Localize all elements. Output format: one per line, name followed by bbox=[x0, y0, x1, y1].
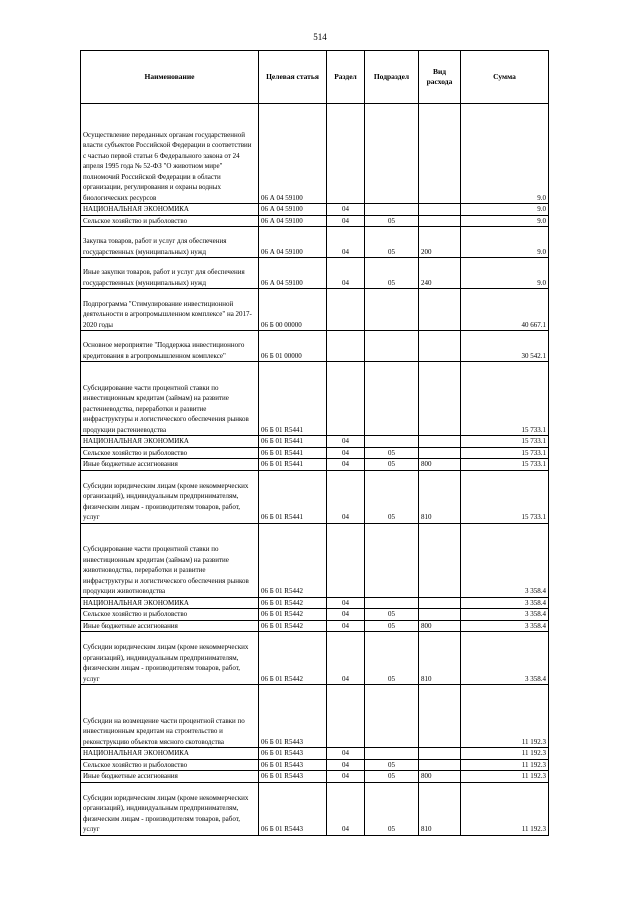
row-section bbox=[327, 104, 365, 204]
row-target-code: 06 А 04 59100 bbox=[259, 204, 327, 216]
table-row bbox=[81, 759, 549, 771]
row-subsection: 05 bbox=[365, 227, 419, 258]
row-target-code: 06 Б 01 R5442 bbox=[259, 523, 327, 597]
row-expense-type bbox=[419, 748, 461, 760]
row-amount: 15 733.1 bbox=[461, 447, 549, 459]
row-target-code: 06 Б 01 R5442 bbox=[259, 597, 327, 609]
row-target-code: 06 Б 01 00000 bbox=[259, 331, 327, 362]
row-expense-type bbox=[419, 289, 461, 331]
row-section bbox=[327, 331, 365, 362]
row-target-code: 06 Б 01 R5442 bbox=[259, 609, 327, 621]
table-row bbox=[81, 459, 549, 471]
table-row bbox=[81, 523, 549, 597]
row-amount: 3 358.4 bbox=[461, 523, 549, 597]
header-section: Раздел bbox=[327, 51, 365, 104]
row-target-code: 06 Б 01 R5443 bbox=[259, 782, 327, 835]
row-subsection: 05 bbox=[365, 215, 419, 227]
row-section: 04 bbox=[327, 470, 365, 523]
row-section: 04 bbox=[327, 771, 365, 783]
row-target-code: 06 А 04 59100 bbox=[259, 258, 327, 289]
row-section: 04 bbox=[327, 436, 365, 448]
row-expense-type bbox=[419, 331, 461, 362]
table-row bbox=[81, 782, 549, 835]
row-target-code: 06 Б 01 R5441 bbox=[259, 459, 327, 471]
row-expense-type: 240 bbox=[419, 258, 461, 289]
row-amount: 9.0 bbox=[461, 258, 549, 289]
row-section: 04 bbox=[327, 609, 365, 621]
row-subsection bbox=[365, 685, 419, 748]
row-target-code: 06 А 04 59100 bbox=[259, 227, 327, 258]
table-row bbox=[81, 447, 549, 459]
row-target-code: 06 А 04 59100 bbox=[259, 104, 327, 204]
row-subsection: 05 bbox=[365, 447, 419, 459]
row-name: Сельское хозяйство и рыболовство bbox=[81, 215, 259, 227]
table-row bbox=[81, 470, 549, 523]
row-amount: 15 733.1 bbox=[461, 362, 549, 436]
row-section: 04 bbox=[327, 204, 365, 216]
row-name: НАЦИОНАЛЬНАЯ ЭКОНОМИКА bbox=[81, 748, 259, 760]
budget-table bbox=[80, 50, 549, 836]
row-target-code: 06 Б 01 R5441 bbox=[259, 470, 327, 523]
row-subsection bbox=[365, 436, 419, 448]
row-expense-type bbox=[419, 447, 461, 459]
row-subsection: 05 bbox=[365, 632, 419, 685]
table-header-row bbox=[81, 51, 549, 104]
row-target-code: 06 Б 01 R5443 bbox=[259, 771, 327, 783]
table-row bbox=[81, 748, 549, 760]
table-row bbox=[81, 632, 549, 685]
row-name: НАЦИОНАЛЬНАЯ ЭКОНОМИКА bbox=[81, 597, 259, 609]
row-target-code: 06 Б 01 R5441 bbox=[259, 362, 327, 436]
row-subsection bbox=[365, 748, 419, 760]
row-expense-type: 200 bbox=[419, 227, 461, 258]
row-name: НАЦИОНАЛЬНАЯ ЭКОНОМИКА bbox=[81, 204, 259, 216]
row-expense-type bbox=[419, 362, 461, 436]
row-name: Сельское хозяйство и рыболовство bbox=[81, 447, 259, 459]
row-expense-type bbox=[419, 436, 461, 448]
row-expense-type bbox=[419, 104, 461, 204]
row-expense-type: 810 bbox=[419, 632, 461, 685]
row-expense-type: 800 bbox=[419, 771, 461, 783]
row-subsection: 05 bbox=[365, 759, 419, 771]
row-section: 04 bbox=[327, 227, 365, 258]
table-row bbox=[81, 609, 549, 621]
table-row bbox=[81, 620, 549, 632]
row-section: 04 bbox=[327, 597, 365, 609]
row-target-code: 06 Б 01 R5442 bbox=[259, 620, 327, 632]
row-target-code: 06 Б 00 00000 bbox=[259, 289, 327, 331]
row-subsection bbox=[365, 289, 419, 331]
row-section: 04 bbox=[327, 447, 365, 459]
row-subsection: 05 bbox=[365, 620, 419, 632]
table-row bbox=[81, 215, 549, 227]
table-row bbox=[81, 204, 549, 216]
row-expense-type bbox=[419, 759, 461, 771]
table-row bbox=[81, 258, 549, 289]
row-section bbox=[327, 289, 365, 331]
row-expense-type: 810 bbox=[419, 782, 461, 835]
row-subsection bbox=[365, 523, 419, 597]
row-target-code: 06 Б 01 R5441 bbox=[259, 447, 327, 459]
row-amount: 11 192.3 bbox=[461, 782, 549, 835]
row-amount: 9.0 bbox=[461, 104, 549, 204]
table-row bbox=[81, 104, 549, 204]
row-amount: 3 358.4 bbox=[461, 597, 549, 609]
row-section bbox=[327, 362, 365, 436]
row-name: Осуществление переданных органам государственной власти субъектов Российской Федерации в соответствии с частью первой статьи 6 Федерального закона от 24 апреля 1995 года № 52-ФЗ "О животном мире" полномочий Российской Федерации в области организации, регулирования и охраны водных биологических ресурсов bbox=[81, 104, 259, 204]
row-subsection: 05 bbox=[365, 459, 419, 471]
row-target-code: 06 Б 01 R5443 bbox=[259, 685, 327, 748]
header-target: Целевая статья bbox=[259, 51, 327, 104]
header-expense-type: Вид расхода bbox=[419, 51, 461, 104]
row-expense-type: 800 bbox=[419, 459, 461, 471]
row-subsection bbox=[365, 362, 419, 436]
header-amount: Сумма bbox=[461, 51, 549, 104]
row-section: 04 bbox=[327, 459, 365, 471]
table-row bbox=[81, 597, 549, 609]
row-subsection: 05 bbox=[365, 470, 419, 523]
row-amount: 40 667.1 bbox=[461, 289, 549, 331]
row-name: Иные бюджетные ассигнования bbox=[81, 771, 259, 783]
row-expense-type bbox=[419, 215, 461, 227]
row-amount: 9.0 bbox=[461, 204, 549, 216]
row-name: Субсидии юридическим лицам (кроме некоммерческих организаций), индивидуальным предпринимателям, физическим лицам - производителям товаров, работ, услуг bbox=[81, 782, 259, 835]
row-name: Иные закупки товаров, работ и услуг для обеспечения государственных (муниципальных) нужд bbox=[81, 258, 259, 289]
row-amount: 30 542.1 bbox=[461, 331, 549, 362]
row-name: Сельское хозяйство и рыболовство bbox=[81, 759, 259, 771]
table-row bbox=[81, 771, 549, 783]
row-subsection: 05 bbox=[365, 609, 419, 621]
row-subsection: 05 bbox=[365, 258, 419, 289]
row-amount: 11 192.3 bbox=[461, 759, 549, 771]
row-name: Подпрограмма "Стимулирование инвестиционной деятельности в агропромышленном комплексе" на 2017-2020 годы bbox=[81, 289, 259, 331]
row-expense-type bbox=[419, 685, 461, 748]
row-section bbox=[327, 523, 365, 597]
row-name: Закупка товаров, работ и услуг для обеспечения государственных (муниципальных) нужд bbox=[81, 227, 259, 258]
row-section: 04 bbox=[327, 632, 365, 685]
row-subsection bbox=[365, 104, 419, 204]
table-row bbox=[81, 227, 549, 258]
row-amount: 3 358.4 bbox=[461, 609, 549, 621]
row-expense-type bbox=[419, 204, 461, 216]
row-amount: 9.0 bbox=[461, 215, 549, 227]
row-expense-type: 810 bbox=[419, 470, 461, 523]
row-target-code: 06 Б 01 R5442 bbox=[259, 632, 327, 685]
row-subsection: 05 bbox=[365, 771, 419, 783]
row-subsection: 05 bbox=[365, 782, 419, 835]
page-number: 514 bbox=[313, 32, 327, 42]
table-row bbox=[81, 436, 549, 448]
row-name: Субсидии на возмещение части процентной ставки по инвестиционным кредитам на строительство и реконструкцию объектов мясного скотоводства bbox=[81, 685, 259, 748]
row-section bbox=[327, 685, 365, 748]
table-row bbox=[81, 331, 549, 362]
row-amount: 11 192.3 bbox=[461, 685, 549, 748]
row-amount: 15 733.1 bbox=[461, 436, 549, 448]
row-section: 04 bbox=[327, 215, 365, 227]
row-subsection bbox=[365, 331, 419, 362]
row-section: 04 bbox=[327, 759, 365, 771]
row-expense-type: 800 bbox=[419, 620, 461, 632]
row-target-code: 06 Б 01 R5443 bbox=[259, 759, 327, 771]
row-section: 04 bbox=[327, 748, 365, 760]
row-name: Основное мероприятие "Поддержка инвестиционного кредитования в агропромышленном комплексе" bbox=[81, 331, 259, 362]
row-amount: 11 192.3 bbox=[461, 771, 549, 783]
table-row bbox=[81, 362, 549, 436]
row-amount: 15 733.1 bbox=[461, 459, 549, 471]
row-name: НАЦИОНАЛЬНАЯ ЭКОНОМИКА bbox=[81, 436, 259, 448]
row-section: 04 bbox=[327, 782, 365, 835]
row-name: Субсидии юридическим лицам (кроме некоммерческих организаций), индивидуальным предпринимателям, физическим лицам - производителям товаров, работ, услуг bbox=[81, 470, 259, 523]
row-amount: 3 358.4 bbox=[461, 632, 549, 685]
row-target-code: 06 Б 01 R5443 bbox=[259, 748, 327, 760]
row-amount: 3 358.4 bbox=[461, 620, 549, 632]
row-name: Сельское хозяйство и рыболовство bbox=[81, 609, 259, 621]
header-name: Наименование bbox=[81, 51, 259, 104]
row-name: Субсидирование части процентной ставки по инвестиционным кредитам (займам) на развитие животноводства, переработки и развитие инфраструктуры и логистического обеспечения рынков продукции животноводства bbox=[81, 523, 259, 597]
row-subsection bbox=[365, 597, 419, 609]
row-expense-type bbox=[419, 597, 461, 609]
row-name: Субсидии юридическим лицам (кроме некоммерческих организаций), индивидуальным предпринимателям, физическим лицам - производителям товаров, работ, услуг bbox=[81, 632, 259, 685]
row-expense-type bbox=[419, 609, 461, 621]
table-body bbox=[81, 104, 549, 836]
row-section: 04 bbox=[327, 620, 365, 632]
row-subsection bbox=[365, 204, 419, 216]
row-target-code: 06 А 04 59100 bbox=[259, 215, 327, 227]
table-row bbox=[81, 289, 549, 331]
row-name: Иные бюджетные ассигнования bbox=[81, 459, 259, 471]
header-subsection: Подраздел bbox=[365, 51, 419, 104]
table-row bbox=[81, 685, 549, 748]
row-section: 04 bbox=[327, 258, 365, 289]
row-amount: 11 192.3 bbox=[461, 748, 549, 760]
row-amount: 9.0 bbox=[461, 227, 549, 258]
row-expense-type bbox=[419, 523, 461, 597]
row-amount: 15 733.1 bbox=[461, 470, 549, 523]
row-name: Иные бюджетные ассигнования bbox=[81, 620, 259, 632]
row-target-code: 06 Б 01 R5441 bbox=[259, 436, 327, 448]
row-name: Субсидирование части процентной ставки по инвестиционным кредитам (займам) на развитие растениеводства, переработки и развитие инфраструктуры и логистического обеспечения рынков продукции растениеводства bbox=[81, 362, 259, 436]
